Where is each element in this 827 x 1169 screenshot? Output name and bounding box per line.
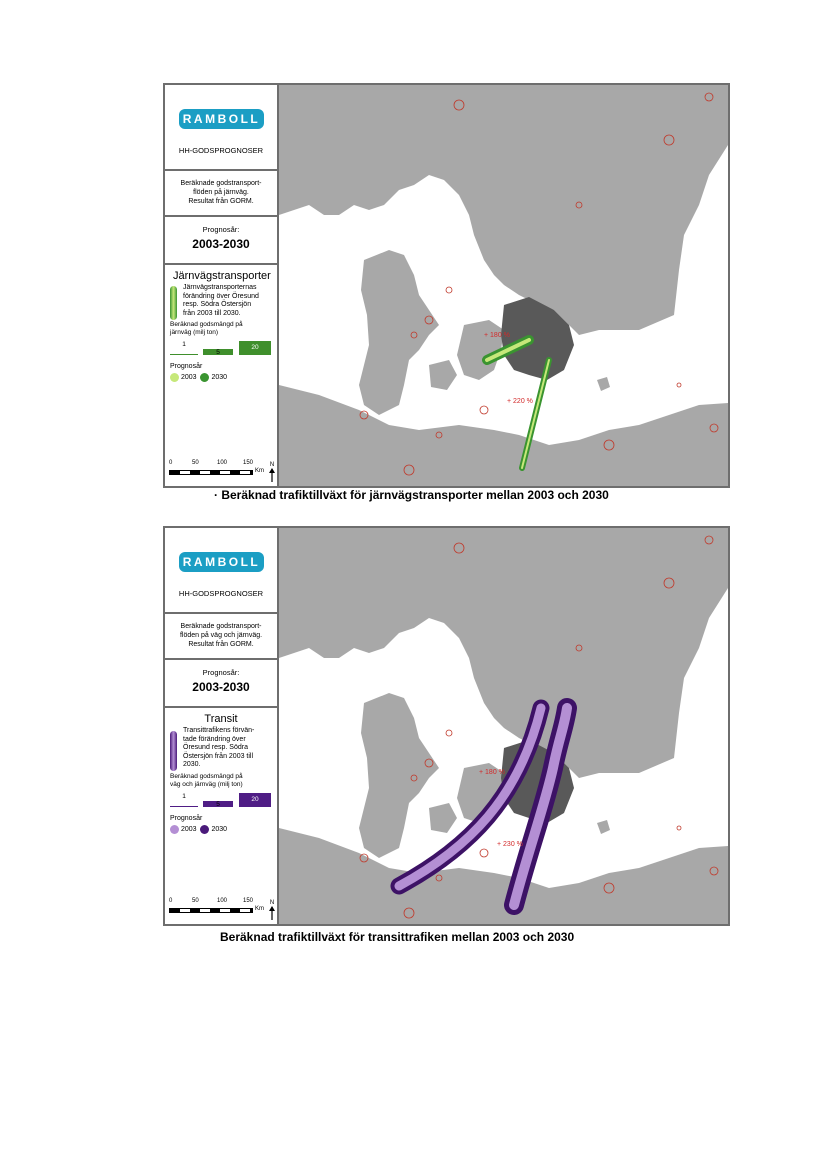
- year-2030: 2030: [211, 825, 228, 833]
- flow-label-south-baltic: + 220 %: [507, 398, 533, 405]
- scandinavia-land: [279, 528, 728, 778]
- amount-label-line: väg och järnväg (milj ton): [170, 780, 243, 788]
- scale-bar: [169, 460, 273, 484]
- amount-label-line: Beräknad godsmängd på: [170, 772, 243, 780]
- forecast-year-range: 2003-2030: [192, 237, 250, 251]
- forecast-year-range: 2003-2030: [192, 680, 250, 694]
- forecast-year-box: [165, 660, 277, 708]
- bornholm-land: [597, 820, 610, 834]
- transit-map: [279, 528, 728, 924]
- logo-box: [165, 85, 277, 171]
- ramboll-logo: RAMBOLL: [179, 109, 264, 129]
- legend-panel: [165, 528, 279, 924]
- scale-tick: 150: [243, 898, 254, 904]
- legend-flow-row: [165, 282, 277, 318]
- amount-label-line: Beräknad godsmängd på: [170, 321, 243, 328]
- flow-label-oresund: + 180 %: [479, 769, 505, 776]
- prognos-label: Prognosår: [170, 814, 203, 822]
- company-title: HH-GODSPROGNOSER: [178, 146, 264, 155]
- company-title: HH-GODSPROGNOSER: [178, 589, 264, 598]
- purple-flow-swatch: [170, 731, 177, 771]
- figure-caption-transit: Beräknad trafiktillväxt för transittrafiken mellan 2003 och 2030: [220, 930, 575, 944]
- description-box: [165, 171, 277, 217]
- dot-2003-icon: [170, 373, 179, 382]
- scale-tick: 0: [169, 460, 173, 466]
- description-line: flöden på järnväg.: [193, 189, 249, 196]
- legend-line: Transittrafikens förvän-: [183, 727, 255, 734]
- amount-1: 1: [170, 341, 198, 355]
- legend-line: 2030.: [183, 761, 201, 768]
- legend-panel: [165, 85, 279, 486]
- scale-tick: 50: [192, 898, 199, 904]
- legend-line: från 2003 till 2030.: [183, 309, 241, 317]
- description-line: flöden på väg och järnväg.: [179, 632, 263, 639]
- amount-20: 20: [239, 341, 271, 355]
- funen-land: [429, 803, 457, 833]
- scale-bar: [169, 898, 273, 922]
- amount-scale: [165, 341, 277, 357]
- prognos-label: Prognosår: [170, 363, 203, 370]
- legend-line: Östersjön från 2003 till: [183, 752, 254, 760]
- scale-tick: 50: [192, 460, 199, 466]
- scale-unit: Km: [255, 468, 264, 474]
- scale-bar-graphic: [169, 908, 253, 913]
- rail-map-figure: [163, 83, 730, 488]
- scale-bar-graphic: [169, 470, 253, 475]
- dot-2003-icon: [170, 825, 179, 834]
- year-2030: 2030: [211, 374, 228, 381]
- forecast-year-label: Prognosår:: [202, 225, 240, 234]
- amount-20: 20: [239, 793, 271, 807]
- description-line: Beräknade godstransport-: [180, 180, 262, 187]
- prognos-years: [170, 825, 277, 837]
- amount-label-line: järnväg (milj ton): [170, 329, 219, 336]
- forecast-year-box: [165, 217, 277, 265]
- scale-tick: 0: [169, 898, 173, 904]
- scale-unit: Km: [255, 906, 264, 912]
- amount-1: 1: [170, 793, 198, 807]
- continent-land: [279, 385, 728, 486]
- dot-2030-icon: [200, 373, 209, 382]
- legend-line: Öresund resp. Södra: [183, 744, 248, 751]
- funen-land: [429, 360, 457, 390]
- scandinavia-land: [279, 85, 728, 335]
- description-line: Beräknade godstransport-: [180, 623, 262, 630]
- legend-flow-row: [165, 725, 277, 770]
- legend-line: Järnvägstransporternas: [183, 284, 257, 291]
- forecast-year-label: Prognosår:: [202, 668, 240, 677]
- dot-2030-icon: [200, 825, 209, 834]
- description-line: Resultat från GORM.: [188, 641, 254, 648]
- flow-label-oresund: + 180 %: [484, 332, 510, 339]
- legend-line: resp. Södra Östersjön: [183, 301, 252, 308]
- description-line: Resultat från GORM.: [188, 198, 254, 205]
- legend-title: Järnvägstransporter: [173, 270, 271, 282]
- north-arrow-icon: N: [268, 900, 276, 922]
- figure-caption-rail: · Beräknad trafiktillväxt för järnvägstransporter mellan 2003 och 2030: [214, 488, 609, 502]
- rail-map: [279, 85, 728, 486]
- legend-body: [165, 265, 277, 385]
- year-2003: 2003: [180, 374, 197, 381]
- scale-tick: 150: [243, 460, 254, 466]
- bornholm-land: [597, 377, 610, 391]
- legend-body: [165, 708, 277, 837]
- description-box: [165, 614, 277, 660]
- denmark-land: [359, 250, 439, 415]
- green-flow-swatch: [170, 286, 177, 320]
- scale-tick: 100: [217, 898, 228, 904]
- legend-title: Transit: [204, 713, 238, 725]
- logo-box: [165, 528, 277, 614]
- legend-line: förändring över Öresund: [183, 292, 259, 300]
- transit-map-figure: [163, 526, 730, 926]
- north-arrow-icon: N: [268, 462, 276, 484]
- amount-5: 5: [203, 793, 233, 807]
- legend-line: tade förändring över: [183, 735, 246, 743]
- amount-5: 5: [203, 341, 233, 355]
- ramboll-logo: RAMBOLL: [179, 552, 264, 572]
- prognos-years: [170, 373, 277, 385]
- scale-tick: 100: [217, 460, 228, 466]
- year-2003: 2003: [180, 825, 197, 833]
- flow-label-south-baltic: + 230 %: [497, 841, 523, 848]
- amount-scale: [165, 793, 277, 809]
- denmark-land: [359, 693, 439, 858]
